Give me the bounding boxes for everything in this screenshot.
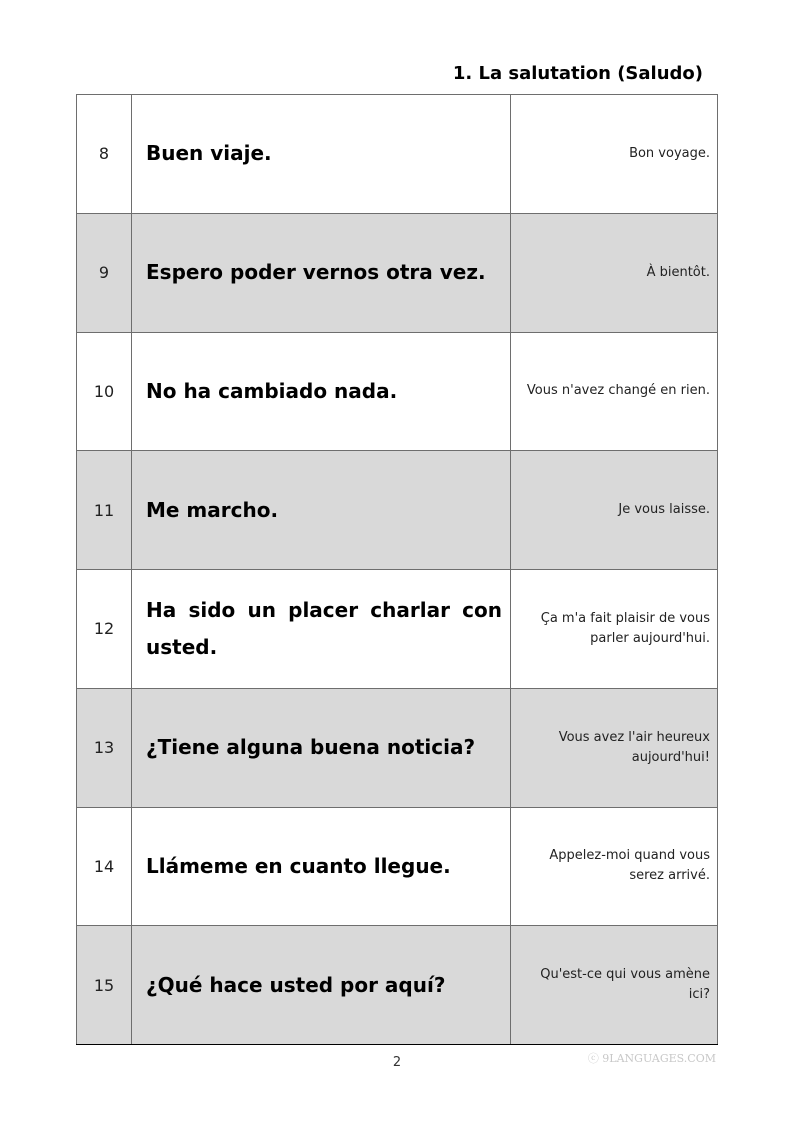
- row-number: 14: [77, 807, 132, 926]
- watermark: ⓒ 9LANGUAGES.COM: [587, 1052, 716, 1065]
- table-row: [77, 926, 718, 1045]
- spanish-phrase: Ha sido un placer charlar con usted.: [132, 570, 511, 689]
- row-number: 13: [77, 688, 132, 807]
- table-row: [77, 213, 718, 332]
- row-number: 12: [77, 570, 132, 689]
- table-row: [77, 95, 718, 214]
- row-number: 10: [77, 332, 132, 451]
- french-translation: Vous avez l'air heureux aujourd'hui!: [511, 688, 718, 807]
- french-translation: Bon voyage.: [511, 95, 718, 214]
- spanish-phrase: ¿Tiene alguna buena noticia?: [132, 688, 511, 807]
- french-translation: Je vous laisse.: [511, 451, 718, 570]
- table-row: [77, 688, 718, 807]
- french-translation: Vous n'avez changé en rien.: [511, 332, 718, 451]
- row-number: 8: [77, 95, 132, 214]
- french-translation: Ça m'a fait plaisir de vous parler aujourd'hui.: [511, 570, 718, 689]
- spanish-phrase: No ha cambiado nada.: [132, 332, 511, 451]
- table-row: [77, 451, 718, 570]
- page-number: 2: [392, 1055, 402, 1070]
- french-translation: Appelez-moi quand vous serez arrivé.: [511, 807, 718, 926]
- row-number: 9: [77, 213, 132, 332]
- phrase-table: [76, 94, 718, 1045]
- section-title: 1. La salutation (Saludo): [452, 63, 703, 84]
- table-row: [77, 332, 718, 451]
- french-translation: Qu'est-ce qui vous amène ici?: [511, 926, 718, 1045]
- spanish-phrase: Buen viaje.: [132, 95, 511, 214]
- spanish-phrase: Me marcho.: [132, 451, 511, 570]
- spanish-phrase: Espero poder vernos otra vez.: [132, 213, 511, 332]
- spanish-phrase: ¿Qué hace usted por aquí?: [132, 926, 511, 1045]
- row-number: 15: [77, 926, 132, 1045]
- row-number: 11: [77, 451, 132, 570]
- french-translation: À bientôt.: [511, 213, 718, 332]
- table-row: [77, 807, 718, 926]
- spanish-phrase: Llámeme en cuanto llegue.: [132, 807, 511, 926]
- table-row: [77, 570, 718, 689]
